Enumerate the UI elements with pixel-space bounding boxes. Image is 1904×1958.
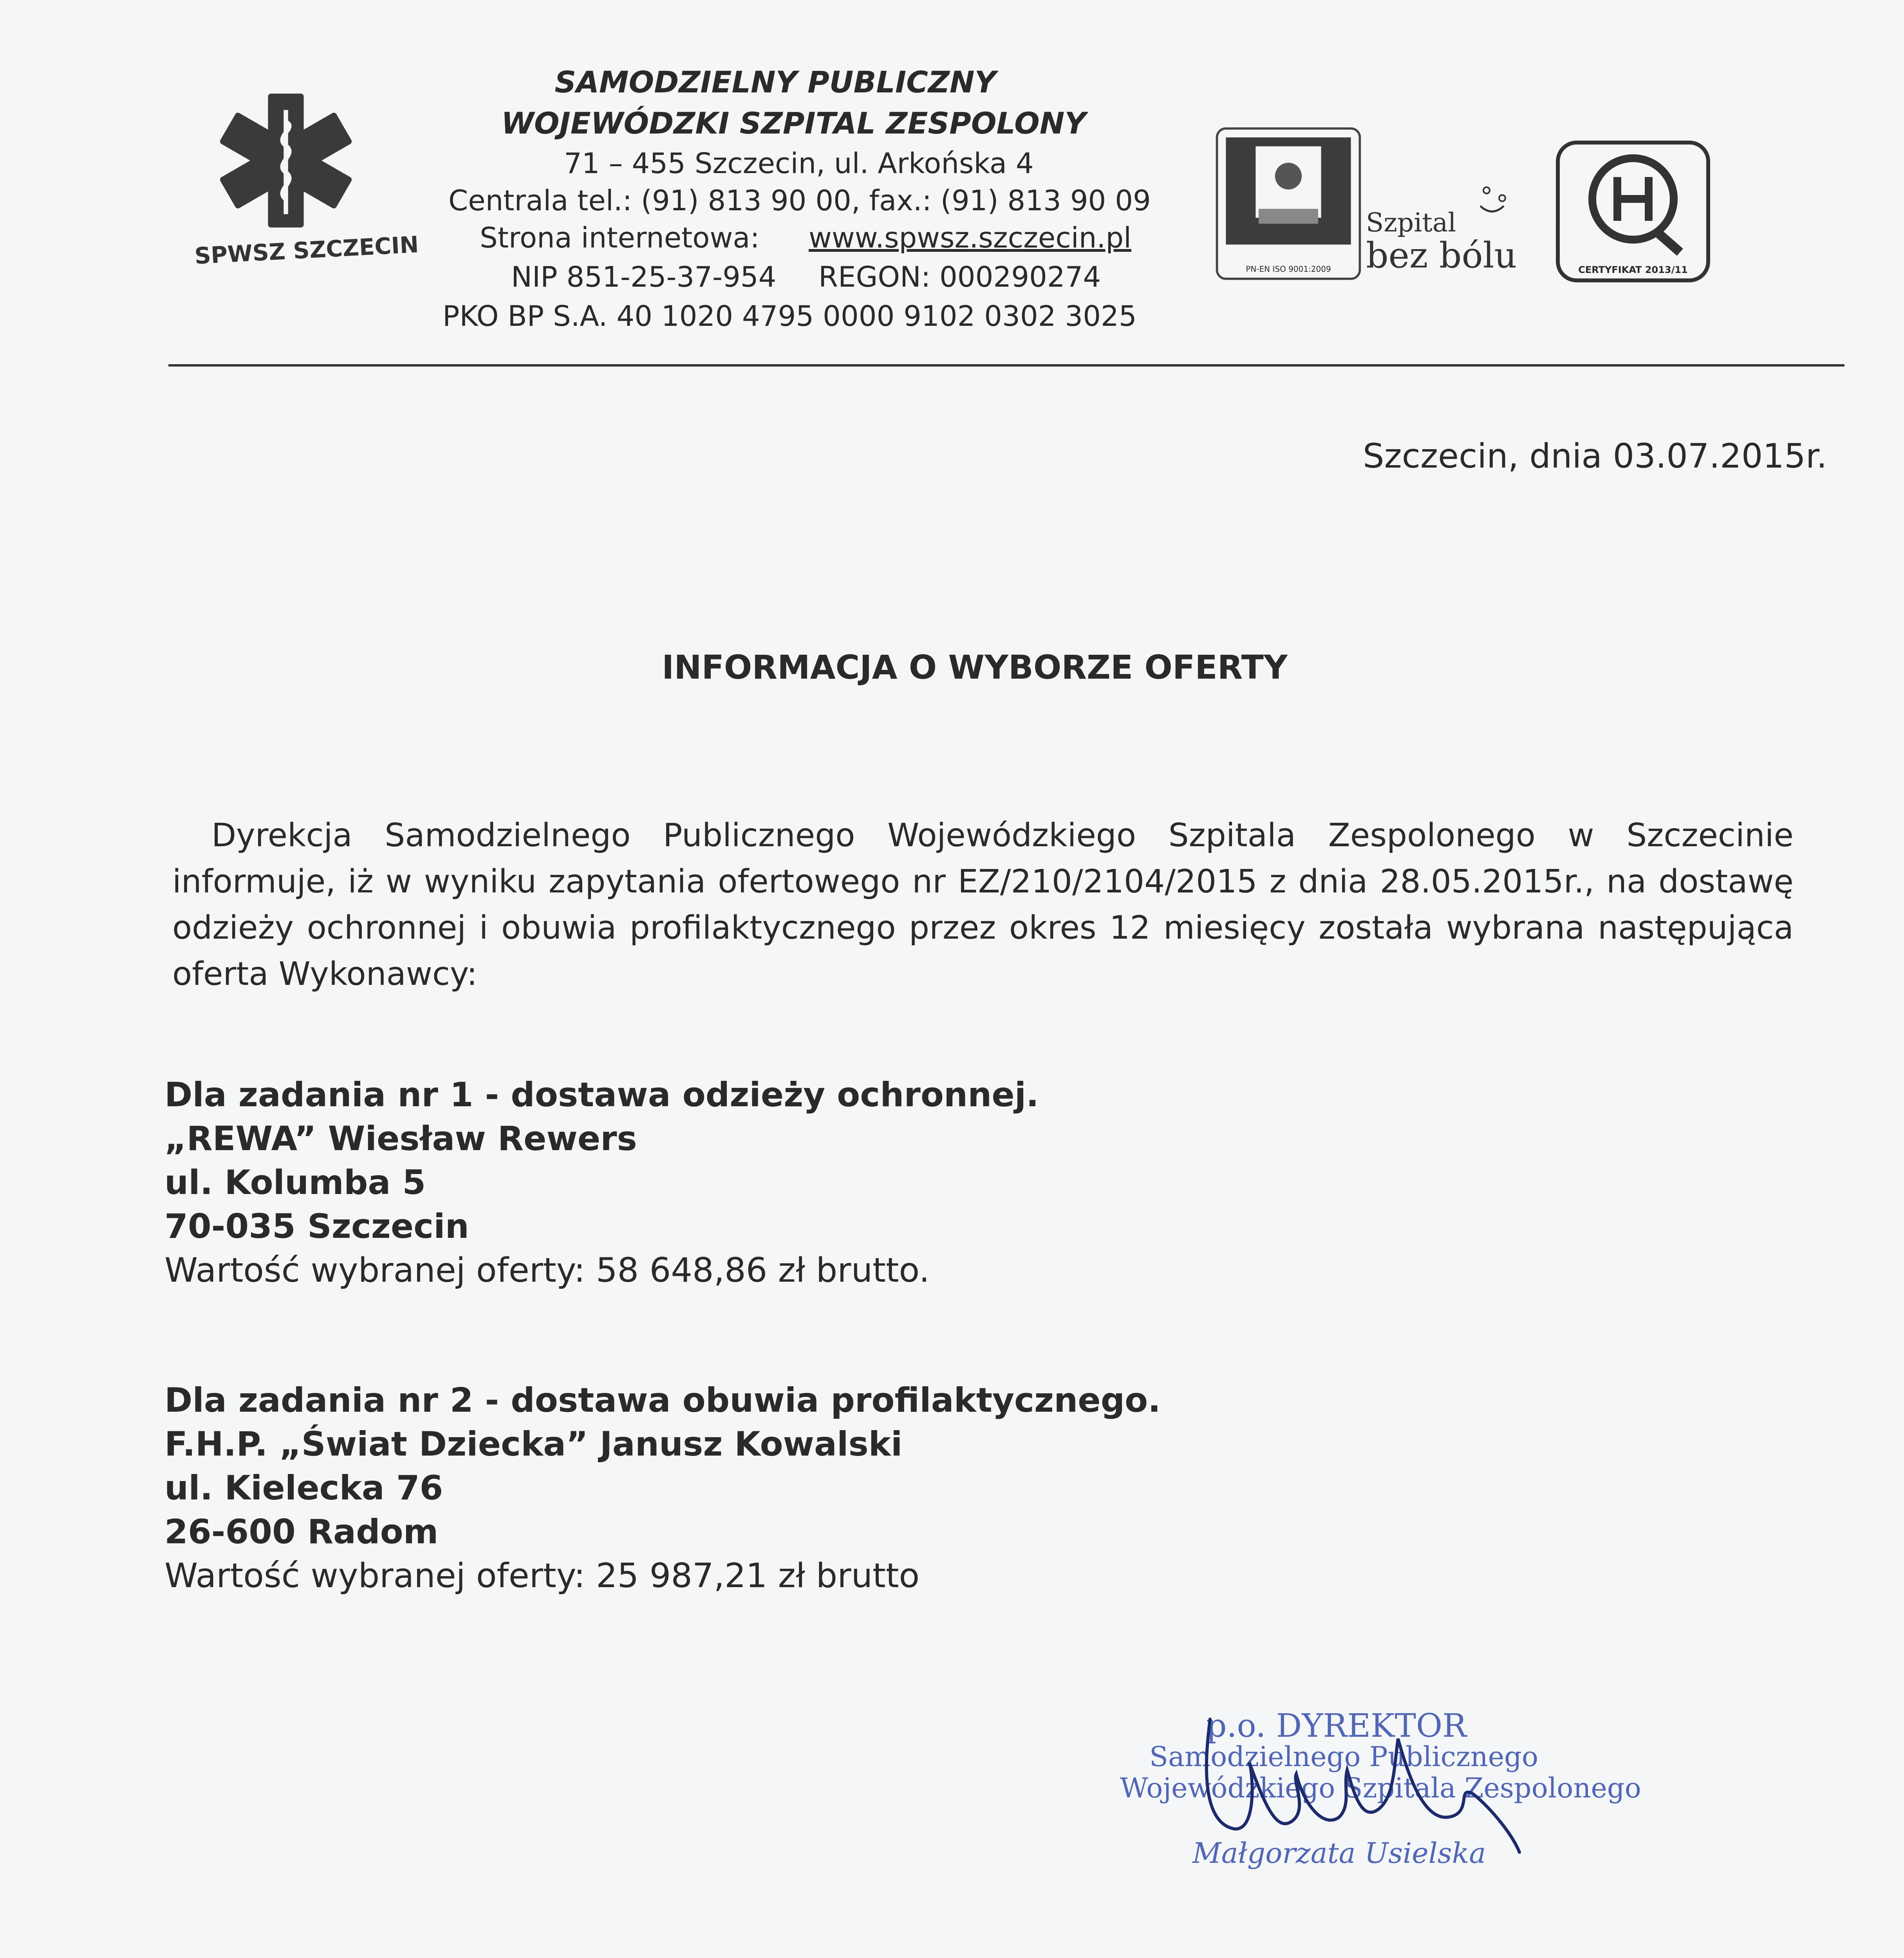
quality-q-icon [1555, 139, 1711, 284]
offer-value: Wartość wybranej oferty: 25 987,21 zł brutto [164, 1556, 920, 1595]
contractor-street: ul. Kielecka 76 [164, 1468, 443, 1508]
org-bank-account: PKO BP S.A. 40 1020 4795 0000 9102 0302 3025 [443, 300, 1137, 332]
badge-line1: Szpital [1366, 208, 1456, 238]
intro-text: Dyrekcja Samodzielnego Publicznego Wojewódzkiego Szpitala Zespolonego w Szczecinie informuje, iż w wyniku zapytania ofertowego nr EZ/210/2104/2015 z dnia 28.05.2015r., na dostawę odzieży ochronnej i obuwia profilaktycznego przez okres 12 miesięcy została wybrana następująca oferta Wykonawcy: [172, 817, 1794, 993]
iso-caption: PN-EN ISO 9001:2009 [1246, 264, 1331, 274]
contractor-name: F.H.P. „Świat Dziecka” Janusz Kowalski [164, 1425, 903, 1464]
org-phones: Centrala tel.: (91) 813 90 00, fax.: (91) 813 90 09 [448, 184, 1151, 217]
iso-certificate-icon [1214, 125, 1363, 282]
contractor-city: 26-600 Radom [164, 1512, 439, 1552]
offer-value: Wartość wybranej oferty: 58 648,86 zł brutto. [164, 1251, 930, 1290]
badge-line2: bez bólu [1366, 235, 1517, 276]
stamp-line2: Samodzielnego Publicznego [1149, 1741, 1539, 1773]
stamp-title: p.o. DYREKTOR [1206, 1707, 1467, 1745]
header-divider [168, 364, 1844, 367]
logo-caption: SPWSZ SZCZECIN [194, 231, 419, 269]
website-link[interactable]: www.spwsz.szczecin.pl [809, 221, 1132, 254]
org-address: 71 – 455 Szczecin, ul. Arkońska 4 [564, 147, 1034, 180]
handwritten-signature [1175, 1703, 1527, 1891]
website-label: Strona internetowa: [480, 221, 760, 254]
org-nip: NIP 851-25-37-954 [511, 260, 777, 293]
smile-icon [1472, 184, 1512, 219]
contractor-street: ul. Kolumba 5 [164, 1163, 426, 1202]
org-name-line1: SAMODZIELNY PUBLICZNY [555, 65, 996, 99]
contractor-city: 70-035 Szczecin [164, 1207, 469, 1246]
contractor-name: „REWA” Wiesław Rewers [164, 1119, 637, 1158]
task-block [164, 1378, 1161, 1598]
document-title: INFORMACJA O WYBORZE OFERTY [662, 648, 1288, 686]
star-of-life-icon [211, 86, 360, 235]
certificate-caption: CERTYFIKAT 2013/11 [1578, 264, 1688, 275]
task-heading: Dla zadania nr 1 - dostawa odzieży ochronnej. [164, 1075, 1039, 1114]
task-block [164, 1073, 1039, 1292]
intro-paragraph [172, 813, 1794, 997]
stamp-name: Małgorzata Usielska [1192, 1837, 1486, 1869]
org-regon: REGON: 000290274 [818, 260, 1101, 293]
stamp-line3: Wojewódzkiego Szpitala Zespolonego [1120, 1772, 1641, 1804]
document-date: Szczecin, dnia 03.07.2015r. [1363, 437, 1827, 476]
task-heading: Dla zadania nr 2 - dostawa obuwia profilaktycznego. [164, 1381, 1161, 1420]
org-name-line2: WOJEWÓDZKI SZPITAL ZESPOLONY [501, 106, 1086, 141]
